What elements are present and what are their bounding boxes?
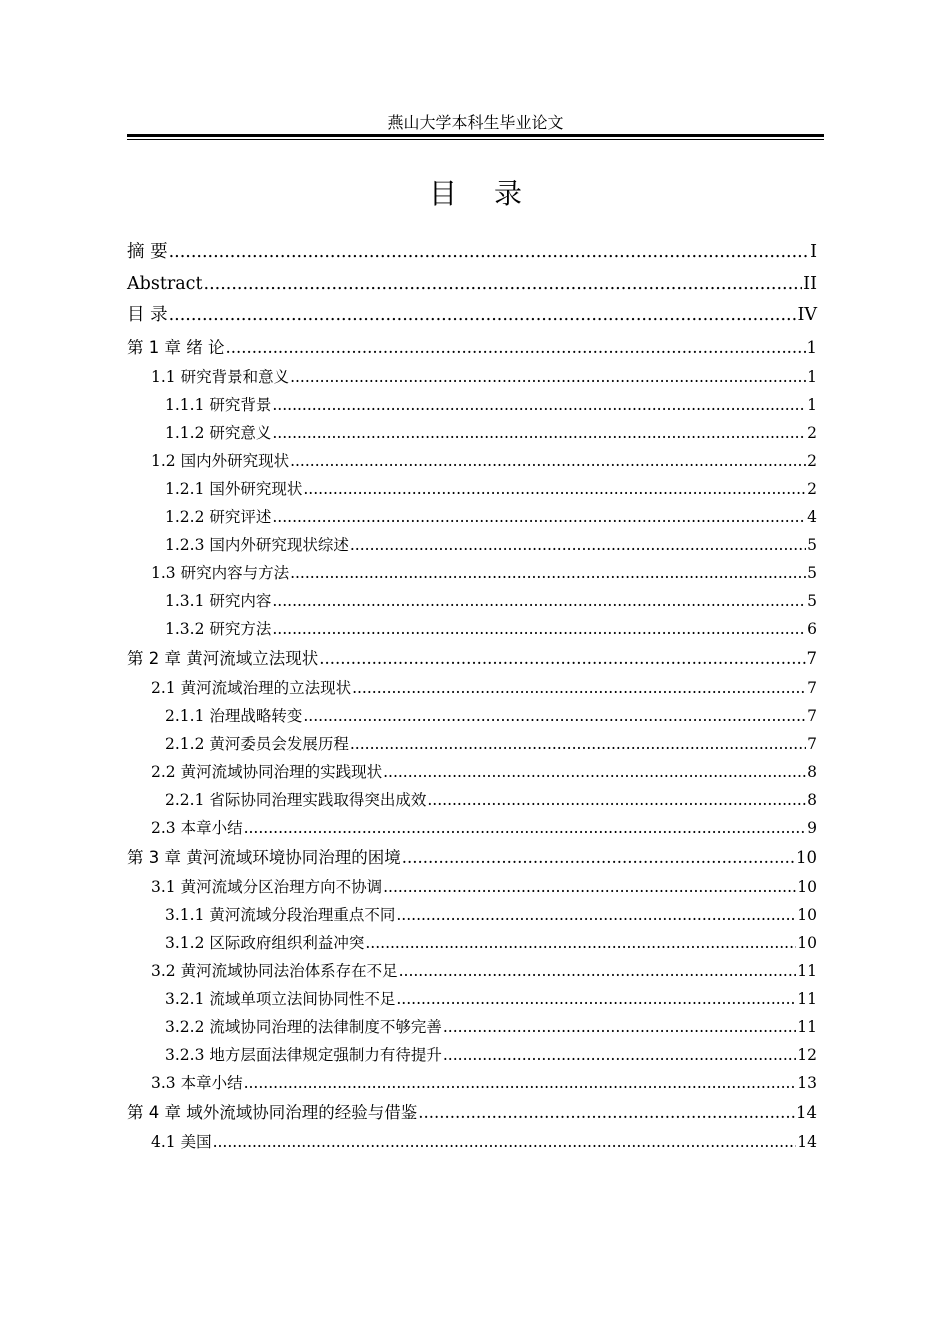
toc-page-number: 10	[797, 877, 817, 896]
toc-page-number: 2	[807, 423, 817, 442]
toc-page-number: 7	[807, 706, 817, 725]
toc-entry-label: 4.1 美国	[151, 1132, 212, 1151]
toc-dot-leader	[204, 269, 803, 301]
table-of-contents	[127, 237, 817, 1156]
toc-entry[interactable]	[127, 929, 817, 957]
toc-page-number: 4	[807, 507, 817, 526]
toc-dot-leader	[443, 1013, 796, 1041]
toc-entry[interactable]	[127, 786, 817, 814]
toc-dot-leader	[319, 643, 805, 674]
toc-title: 目 录	[429, 177, 536, 210]
toc-entry[interactable]	[127, 702, 817, 730]
toc-page-number: 11	[797, 961, 817, 980]
toc-page-number: 10	[797, 933, 817, 952]
toc-entry[interactable]	[127, 758, 817, 786]
toc-page-number: 7	[807, 678, 817, 697]
toc-dot-leader	[290, 447, 806, 475]
toc-page-number: 7	[807, 734, 817, 753]
toc-dot-leader	[272, 615, 806, 643]
toc-entry-label: 1.2 国内外研究现状	[151, 451, 290, 470]
toc-entry[interactable]	[127, 475, 817, 503]
toc-page-number: 12	[797, 1045, 817, 1064]
toc-dot-leader	[365, 929, 796, 957]
toc-page-number: 11	[797, 1017, 817, 1036]
toc-entry[interactable]	[127, 269, 817, 301]
toc-entry-label: 3.2 黄河流域协同法治体系存在不足	[151, 961, 398, 980]
toc-page-number: IV	[797, 305, 817, 325]
toc-page-number: 2	[807, 479, 817, 498]
toc-entry-label: 3.3 本章小结	[151, 1073, 243, 1092]
toc-entry-label: 1.1.1 研究背景	[165, 395, 272, 414]
toc-page-number: 5	[807, 535, 817, 554]
toc-dot-leader	[290, 363, 806, 391]
toc-entry[interactable]	[127, 447, 817, 475]
toc-dot-leader	[303, 475, 806, 503]
toc-dot-leader	[244, 814, 807, 842]
toc-dot-leader	[399, 957, 797, 985]
toc-entry[interactable]	[127, 1041, 817, 1069]
toc-page-number: I	[810, 242, 817, 262]
toc-dot-leader	[290, 559, 806, 587]
toc-dot-leader	[225, 332, 805, 363]
toc-entry-label: 1.1.2 研究意义	[165, 423, 272, 442]
toc-entry[interactable]	[127, 873, 817, 901]
toc-page-number: 1	[806, 337, 817, 357]
toc-dot-leader	[350, 730, 806, 758]
toc-page-number: 8	[807, 762, 817, 781]
header-rule-thick	[127, 134, 824, 137]
toc-entry[interactable]	[127, 957, 817, 985]
toc-entry[interactable]	[127, 503, 817, 531]
toc-dot-leader	[272, 587, 806, 615]
toc-entry-label: 1.3 研究内容与方法	[151, 563, 290, 582]
toc-entry-label: 2.2 黄河流域协同治理的实践现状	[151, 762, 383, 781]
toc-dot-leader	[396, 985, 796, 1013]
toc-dot-leader	[418, 1097, 795, 1128]
toc-entry-label: 摘 要	[127, 242, 168, 262]
toc-entry-label: 2.1.2 黄河委员会发展历程	[165, 734, 349, 753]
toc-page-number: 1	[807, 395, 817, 414]
toc-dot-leader	[396, 901, 796, 929]
toc-entry[interactable]	[127, 842, 817, 873]
toc-page-number: 8	[807, 790, 817, 809]
toc-entry[interactable]	[127, 615, 817, 643]
toc-dot-leader	[383, 758, 806, 786]
toc-entry-label: 2.3 本章小结	[151, 818, 243, 837]
toc-entry-label: 3.1.2 区际政府组织利益冲突	[165, 933, 365, 952]
toc-page-number: 5	[807, 563, 817, 582]
toc-entry-label: 3.2.3 地方层面法律规定强制力有待提升	[165, 1045, 442, 1064]
toc-entry[interactable]	[127, 587, 817, 615]
toc-entry-label: 2.2.1 省际协同治理实践取得突出成效	[165, 790, 427, 809]
toc-dot-leader	[244, 1069, 797, 1097]
toc-entry[interactable]	[127, 237, 817, 269]
toc-entry-label: 2.1.1 治理战略转变	[165, 706, 303, 725]
toc-entry[interactable]	[127, 730, 817, 758]
toc-page-number: 10	[797, 905, 817, 924]
toc-page-number: 6	[807, 619, 817, 638]
toc-entry[interactable]	[127, 391, 817, 419]
toc-entry-label: 3.1 黄河流域分区治理方向不协调	[151, 877, 383, 896]
toc-entry-label: 第 1 章 绪 论	[127, 337, 225, 357]
toc-entry-label: 2.1 黄河流域治理的立法现状	[151, 678, 352, 697]
toc-dot-leader	[272, 419, 806, 447]
toc-entry[interactable]	[127, 559, 817, 587]
toc-entry-label: 1.3.2 研究方法	[165, 619, 272, 638]
toc-entry[interactable]	[127, 363, 817, 391]
toc-page-number: 9	[807, 818, 817, 837]
toc-page-number: 14	[796, 1102, 817, 1122]
toc-entry[interactable]	[127, 419, 817, 447]
toc-page-number: 11	[797, 989, 817, 1008]
toc-entry-label: 3.2.1 流域单项立法间协同性不足	[165, 989, 396, 1008]
toc-entry-label: Abstract	[127, 273, 203, 294]
toc-entry-label: 1.3.1 研究内容	[165, 591, 272, 610]
toc-entry[interactable]	[127, 1069, 817, 1097]
toc-entry[interactable]	[127, 332, 817, 363]
toc-dot-leader	[213, 1128, 797, 1156]
toc-entry[interactable]	[127, 814, 817, 842]
toc-page-number: 14	[797, 1132, 817, 1151]
header-rule-thin	[127, 139, 824, 140]
toc-dot-leader	[169, 300, 797, 332]
toc-dot-leader	[272, 391, 806, 419]
toc-dot-leader	[169, 237, 810, 269]
toc-dot-leader	[352, 674, 806, 702]
toc-dot-leader	[272, 503, 806, 531]
toc-entry[interactable]	[127, 643, 817, 674]
toc-entry-label: 目 录	[127, 305, 168, 325]
toc-page-number: 10	[796, 847, 817, 867]
toc-dot-leader	[402, 842, 795, 873]
toc-entry-label: 3.1.1 黄河流域分段治理重点不同	[165, 905, 396, 924]
toc-page-number: 5	[807, 591, 817, 610]
toc-entry-label: 1.1 研究背景和意义	[151, 367, 290, 386]
toc-entry[interactable]	[127, 674, 817, 702]
toc-page-number: 7	[806, 648, 817, 668]
running-header: 燕山大学本科生毕业论文	[387, 113, 564, 132]
toc-dot-leader	[427, 786, 806, 814]
toc-dot-leader	[443, 1041, 796, 1069]
toc-entry[interactable]	[127, 1097, 817, 1128]
toc-entry[interactable]	[127, 901, 817, 929]
toc-entry-label: 第 2 章 黄河流域立法现状	[127, 648, 319, 668]
toc-entry-label: 第 3 章 黄河流域环境协同治理的困境	[127, 847, 401, 867]
toc-dot-leader	[383, 873, 796, 901]
toc-dot-leader	[303, 702, 806, 730]
toc-entry[interactable]	[127, 1128, 817, 1156]
toc-page-number: 1	[807, 367, 817, 386]
toc-entry-label: 1.2.2 研究评述	[165, 507, 272, 526]
toc-page-number: 13	[797, 1073, 817, 1092]
toc-entry-label: 第 4 章 域外流域协同治理的经验与借鉴	[127, 1102, 418, 1122]
toc-entry[interactable]	[127, 531, 817, 559]
toc-entry-label: 3.2.2 流域协同治理的法律制度不够完善	[165, 1017, 442, 1036]
toc-entry[interactable]	[127, 985, 817, 1013]
toc-entry-label: 1.2.1 国外研究现状	[165, 479, 303, 498]
toc-entry-label: 1.2.3 国内外研究现状综述	[165, 535, 349, 554]
toc-dot-leader	[350, 531, 806, 559]
toc-entry[interactable]	[127, 1013, 817, 1041]
toc-page-number: II	[803, 273, 817, 294]
toc-entry[interactable]	[127, 300, 817, 332]
toc-page-number: 2	[807, 451, 817, 470]
